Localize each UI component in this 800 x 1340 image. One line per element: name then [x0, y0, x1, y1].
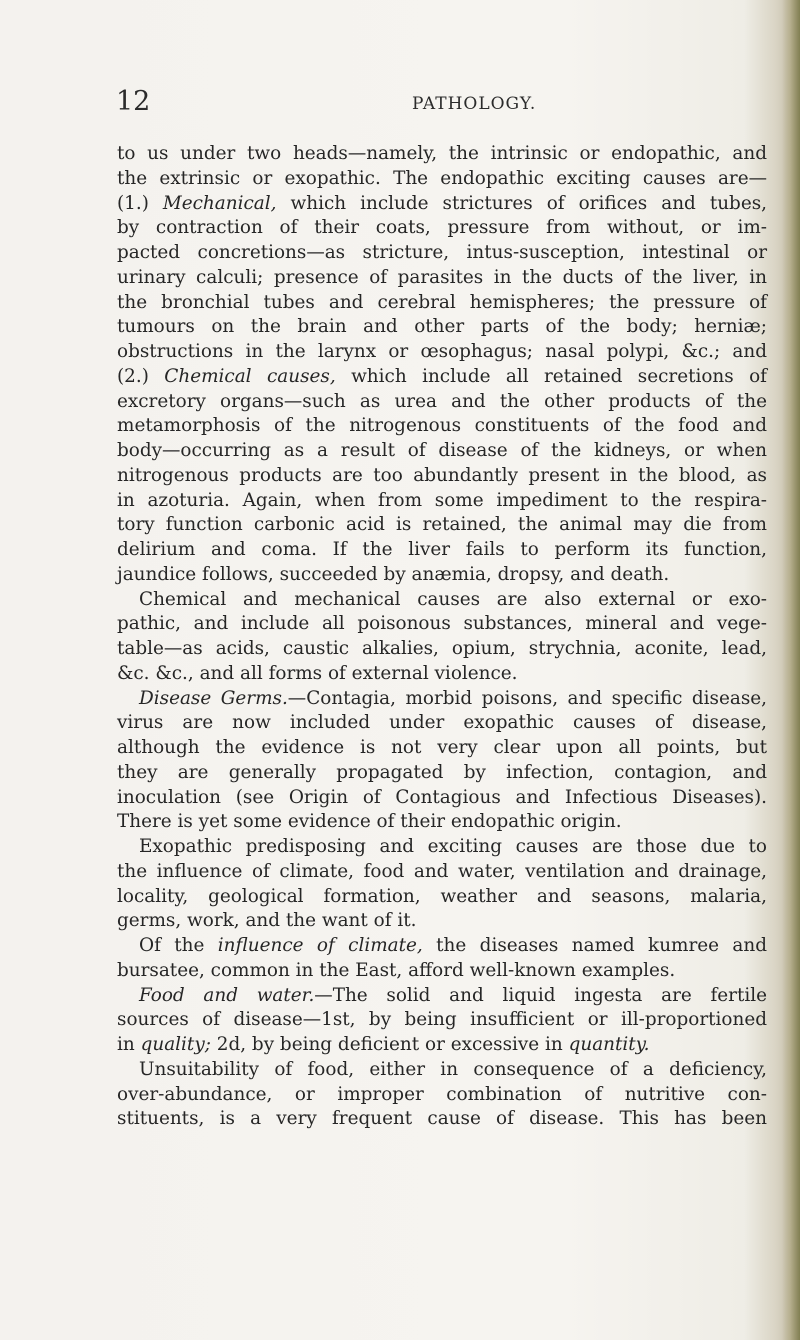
text-line [117, 1083, 767, 1108]
text-line [117, 637, 767, 662]
line-text: tumours on the brain and other parts of the body; herniæ; [117, 316, 767, 338]
text-line [117, 167, 767, 192]
line-text: by contraction of their coats, pressure from without, or im- [117, 217, 767, 239]
line-text: urinary calculi; presence of parasites in the ducts of the liver, in [117, 266, 767, 288]
italic-text: Disease Germs. [139, 687, 288, 709]
line-text: Chemical and mechanical causes are also external or exo- [139, 588, 767, 610]
page-edge-shadow [782, 0, 800, 1340]
italic-text: influence of climate, [217, 935, 423, 956]
line-text: &c. &c., and all forms of external violence. [117, 662, 518, 684]
text-line [117, 761, 767, 786]
text-line [117, 662, 767, 687]
italic-text: Mechanical, [162, 192, 277, 214]
text-line [117, 885, 767, 910]
text-line [117, 1058, 767, 1083]
line-text: There is yet some evidence of their endopathic origin. [117, 811, 622, 833]
line-text: Of the [139, 935, 218, 956]
line-text: body—occurring as a result of disease of the kidneys, or when [117, 440, 767, 461]
text-line [117, 612, 767, 637]
text-line [117, 390, 767, 415]
text-line [117, 414, 767, 439]
text-line [117, 365, 767, 390]
line-text: over-abundance, or improper combination of nutritive con- [117, 1083, 767, 1105]
text-line [117, 786, 767, 811]
line-text: the extrinsic or exopathic. The endopathic exciting causes are— [117, 167, 767, 189]
line-text: (1.) [117, 192, 163, 214]
line-text: to us under two heads—namely, the intrinsic or endopathic, and [117, 143, 767, 164]
text-line [117, 439, 767, 464]
text-line [117, 984, 767, 1009]
text-line [117, 909, 767, 934]
line-text: Unsuitability of food, either in consequence of a deficiency, [139, 1058, 767, 1080]
line-text: although the evidence is not very clear upon all points, but [117, 737, 767, 758]
line-text: tory function carbonic acid is retained, the animal may die from [117, 514, 767, 536]
text-line [117, 1033, 767, 1058]
line-text: in [117, 1034, 141, 1055]
text-line [117, 860, 767, 885]
line-text: jaundice follows, succeeded by anæmia, dropsy, and death. [117, 563, 670, 585]
text-line [117, 489, 767, 514]
text-line [117, 340, 767, 365]
text-line [117, 192, 767, 217]
line-text: bursatee, common in the East, afford well-known examples. [117, 959, 676, 981]
text-line [117, 266, 767, 291]
line-text: they are generally propagated by infection, contagion, and [117, 761, 767, 783]
italic-text: quantity. [568, 1034, 650, 1055]
text-line [117, 142, 767, 167]
line-text: stituents, is a very frequent cause of disease. This has been [117, 1108, 767, 1130]
italic-text: Chemical causes, [164, 365, 336, 387]
line-text: (2.) [117, 365, 165, 387]
text-line [117, 464, 767, 489]
line-text: sources of disease—1st, by being insufficient or ill-proportioned [117, 1009, 767, 1031]
line-text: germs, work, and the want of it. [117, 910, 417, 932]
text-line [117, 736, 767, 761]
text-line [117, 291, 767, 316]
text-line [117, 315, 767, 340]
text-line [117, 835, 767, 860]
text-line [117, 1107, 767, 1132]
text-line [117, 241, 767, 266]
text-line [117, 711, 767, 736]
line-text: the influence of climate, food and water, ventilation and drainage, [117, 860, 767, 882]
line-text: which include all retained secretions of [335, 365, 767, 387]
line-text: metamorphosis of the nitrogenous constituents of the food and [117, 415, 767, 437]
line-text: excretory organs—such as urea and the other products of the [117, 390, 767, 412]
italic-text: Food and water. [139, 984, 315, 1006]
page-number: 12 [116, 86, 151, 117]
text-line [117, 1008, 767, 1033]
line-text: the bronchial tubes and cerebral hemispheres; the pressure of [117, 291, 767, 313]
text-line [117, 588, 767, 613]
running-head: PATHOLOGY. [412, 94, 537, 114]
line-text: 2d, by being deficient or excessive in [210, 1034, 569, 1055]
body-text [117, 142, 767, 1132]
line-text: which include strictures of orifices and tubes, [276, 192, 768, 214]
italic-text: quality; [140, 1034, 211, 1055]
line-text: in azoturia. Again, when from some impediment to the respira- [117, 489, 767, 511]
text-line [117, 538, 767, 563]
line-text: delirium and coma. If the liver fails to perform its function, [117, 539, 767, 560]
line-text: locality, geological formation, weather and seasons, malaria, [117, 885, 767, 907]
line-text: inoculation (see Origin of Contagious and Infectious Diseases). [117, 786, 767, 808]
line-text: pacted concretions—as stricture, intus-susception, intestinal or [117, 242, 767, 263]
text-line [117, 513, 767, 538]
text-line [117, 810, 767, 835]
line-text: Exopathic predisposing and exciting causes are those due to [139, 836, 767, 857]
text-line [117, 216, 767, 241]
line-text: virus are now included under exopathic causes of disease, [117, 712, 767, 734]
line-text: pathic, and include all poisonous substances, mineral and vege- [117, 613, 767, 635]
text-line [117, 959, 767, 984]
text-line [117, 687, 767, 712]
line-text: —Contagia, morbid poisons, and specific disease, [287, 687, 767, 709]
line-text: nitrogenous products are too abundantly present in the blood, as [117, 464, 767, 486]
text-line [117, 934, 767, 959]
line-text: —The solid and liquid ingesta are fertile [314, 984, 767, 1006]
line-text: the diseases named kumree and [422, 935, 767, 956]
line-text: obstructions in the larynx or œsophagus; nasal polypi, &c.; and [117, 341, 767, 362]
text-line [117, 563, 767, 588]
page-header [114, 87, 764, 117]
line-text: table—as acids, caustic alkalies, opium, strychnia, aconite, lead, [117, 638, 767, 659]
